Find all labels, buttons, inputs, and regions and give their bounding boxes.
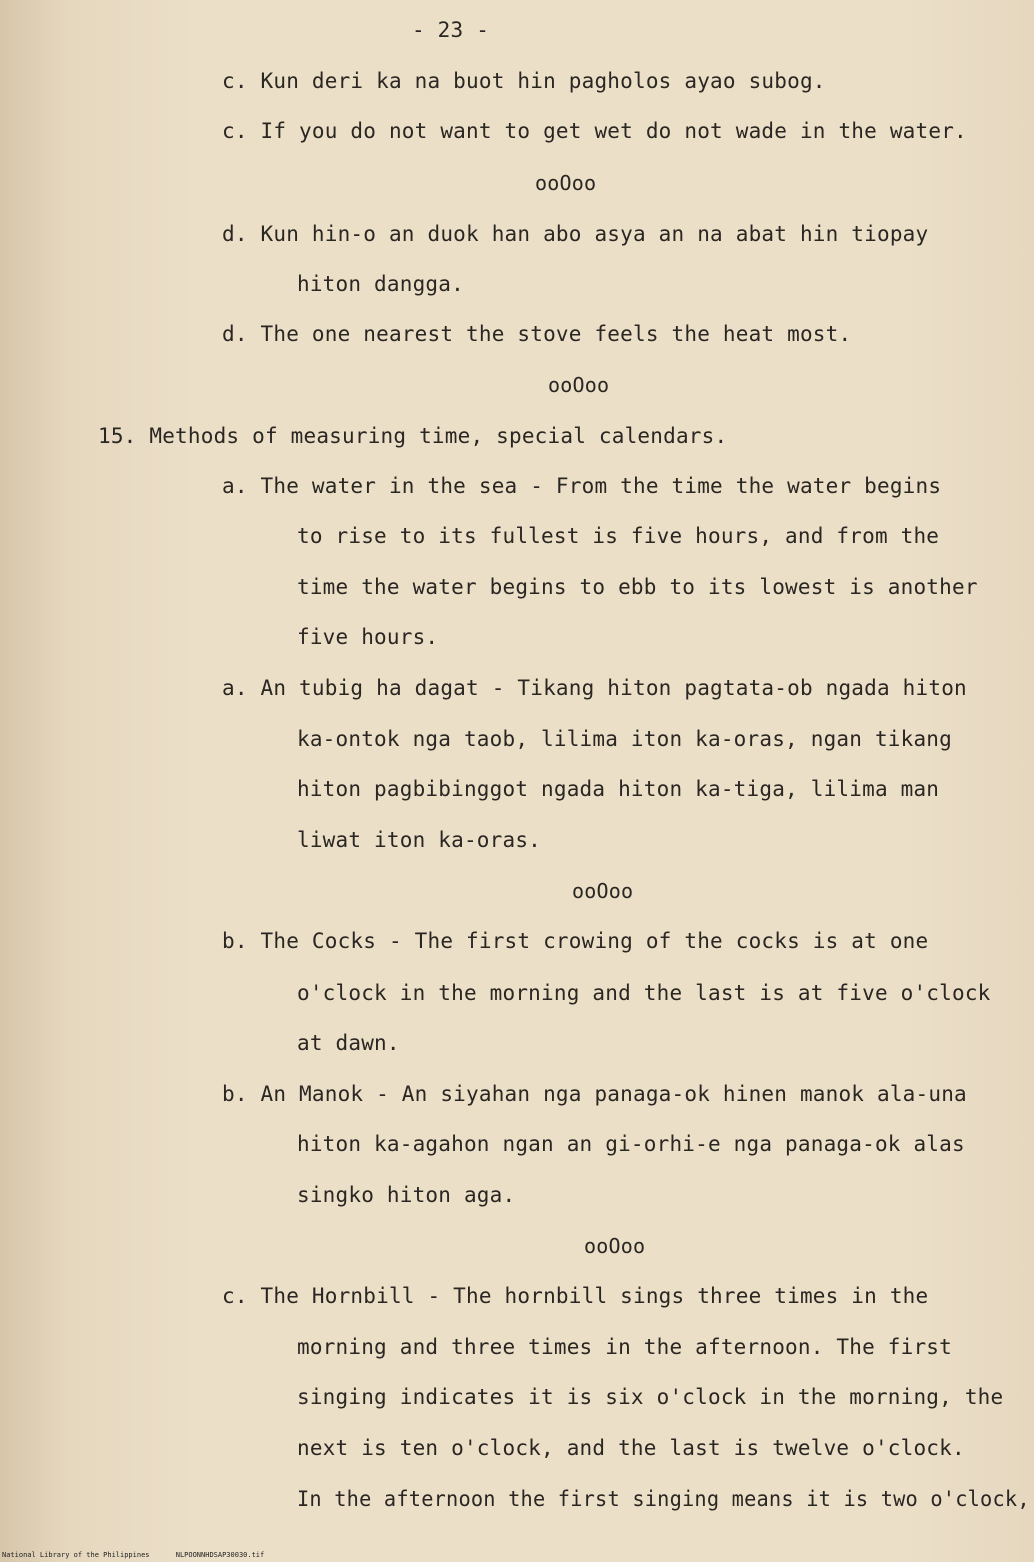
text-line: at dawn.	[297, 1031, 400, 1055]
footer-library: National Library of the Philippines	[2, 1551, 150, 1559]
footer-file: NLPOONNHDSAP30030.tif	[175, 1551, 265, 1559]
text-line: a. An tubig ha dagat - Tikang hiton pagtata-ob ngada hiton	[222, 676, 967, 700]
text-line: d. Kun hin-o an duok han abo asya an na abat hin tiopay	[222, 222, 929, 246]
section-separator: ooOoo	[548, 373, 610, 397]
text-line: o'clock in the morning and the last is at five o'clock	[297, 981, 991, 1005]
text-line: a. The water in the sea - From the time the water begins	[222, 474, 942, 498]
section-heading: 15. Methods of measuring time, special calendars.	[98, 424, 728, 448]
scan-footer	[2, 1551, 286, 1560]
text-line: time the water begins to ebb to its lowest is another	[297, 575, 978, 599]
text-line: next is ten o'clock, and the last is twelve o'clock.	[297, 1436, 965, 1460]
section-separator: ooOoo	[535, 171, 597, 195]
text-line: five hours.	[297, 625, 439, 649]
text-line: singing indicates it is six o'clock in the morning, the	[297, 1385, 1004, 1409]
text-line: c. The Hornbill - The hornbill sings three times in the	[222, 1284, 929, 1308]
text-line: In the afternoon the first singing means it is two o'clock,	[297, 1487, 1030, 1511]
page-number: - 23 -	[412, 18, 490, 42]
text-line: hiton pagbibinggot ngada hiton ka-tiga, lilima man	[297, 777, 940, 801]
text-line: morning and three times in the afternoon. The first	[297, 1335, 952, 1359]
text-line: c. If you do not want to get wet do not wade in the water.	[222, 119, 967, 143]
text-line: ka-ontok nga taob, lilima iton ka-oras, ngan tikang	[297, 727, 952, 751]
text-line: b. The Cocks - The first crowing of the cocks is at one	[222, 929, 929, 953]
text-line: c. Kun deri ka na buot hin pagholos ayao subog.	[222, 69, 826, 93]
text-line: b. An Manok - An siyahan nga panaga-ok hinen manok ala-una	[222, 1082, 967, 1106]
section-separator: ooOoo	[584, 1234, 646, 1258]
text-line: hiton ka-agahon ngan an gi-orhi-e nga panaga-ok alas	[297, 1132, 965, 1156]
text-line: hiton dangga.	[297, 272, 464, 296]
text-line: to rise to its fullest is five hours, and from the	[297, 524, 940, 548]
section-separator: ooOoo	[572, 879, 634, 903]
text-line: liwat iton ka-oras.	[297, 828, 542, 852]
text-line: singko hiton aga.	[297, 1183, 516, 1207]
text-line: d. The one nearest the stove feels the heat most.	[222, 322, 852, 346]
